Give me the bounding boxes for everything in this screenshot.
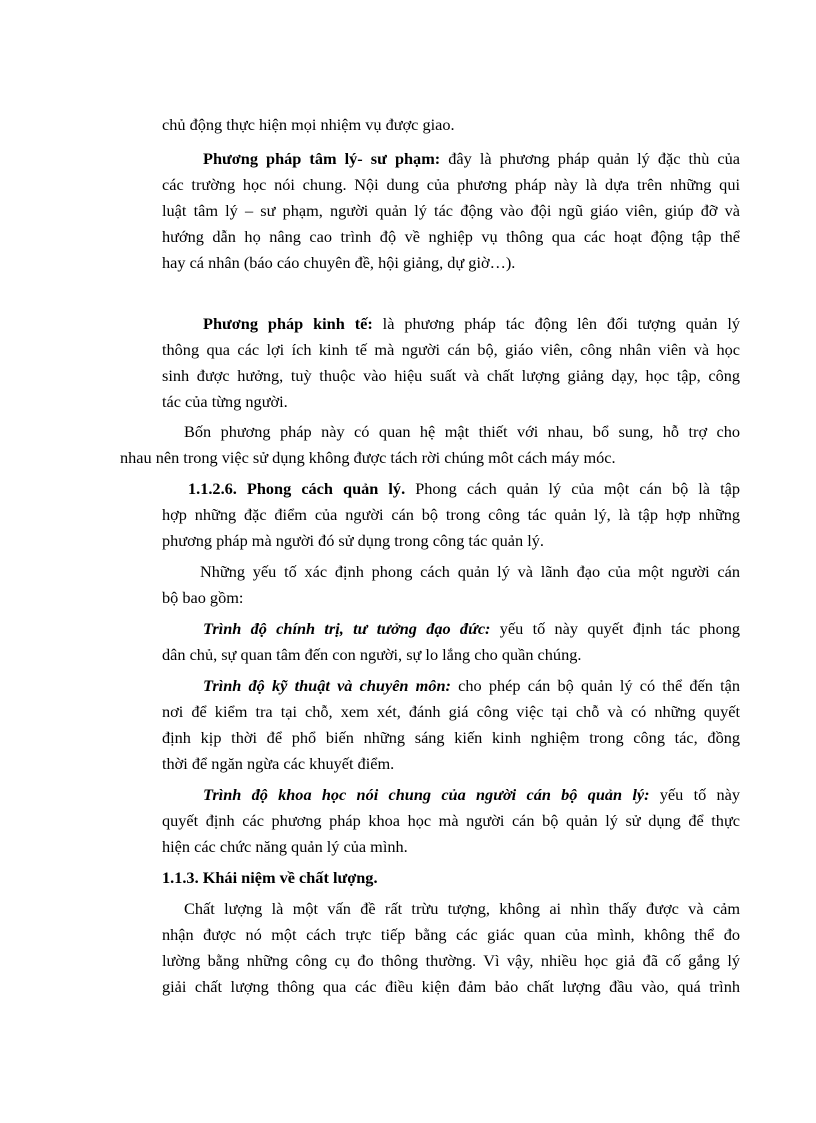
text-line: lường bằng những công cụ đo thông thường. Vì vậy, nhiều học giả đã cố gắng lý — [162, 951, 740, 970]
text-run: là phương pháp tác động lên đối tượng quản lý — [372, 314, 740, 333]
term-political-level: Trình độ chính trị, tư tưởng đạo đức: — [203, 619, 491, 638]
paragraph-psych-pedagogy-line-1 — [203, 149, 740, 169]
term-psych-pedagogy: Phương pháp tâm lý- sư phạm: — [203, 149, 441, 168]
text-line: Những yếu tố xác định phong cách quản lý và lãnh đạo của một người cán — [200, 562, 740, 581]
text-run: Phong cách quản lý của một cán bộ là tập — [405, 479, 740, 498]
text-line: các trường học nói chung. Nội dung của phương pháp này là dựa trên những qui — [162, 175, 740, 194]
text-line: sinh được hưởng, tuỳ thuộc vào hiệu suất và chất lượng giảng dạy, học tập, công — [162, 366, 740, 385]
term-science-level: Trình độ khoa học nói chung của người cán bộ quản lý: — [203, 785, 650, 804]
text-line: Chất lượng là một vấn đề rất trừu tượng, không ai nhìn thấy được và cảm — [184, 899, 740, 918]
paragraph-technical-line-1 — [203, 676, 740, 696]
text-run: đây là phương pháp quản lý đặc thù của — [440, 149, 740, 168]
paragraph-economic-line-1 — [203, 314, 740, 334]
text-line: nhận được nó một cách trực tiếp bằng các giác quan của mình, không thể đo — [162, 925, 740, 944]
text-run: yếu tố này quyết định tác phong — [490, 619, 740, 638]
term-economic: Phương pháp kinh tế: — [203, 314, 373, 333]
text-line: thời để ngăn ngừa các khuyết điểm. — [162, 754, 395, 773]
text-line: phương pháp mà người đó sử dụng trong công tác quản lý. — [162, 531, 544, 550]
text-line: hướng dẫn họ nâng cao trình độ về nghiệp vụ thông qua các hoạt động tập thể — [162, 227, 740, 246]
text-line: tác của từng người. — [162, 392, 288, 411]
text-line: thông qua các lợi ích kinh tế mà người cán bộ, giáo viên, công nhân viên và học — [162, 340, 740, 359]
paragraph-political-line-1 — [203, 619, 740, 639]
text-run: cho phép cán bộ quản lý có thể đến tận — [450, 676, 740, 695]
text-line: nơi để kiểm tra tại chỗ, xem xét, đánh giá công việc tại chỗ và có những quyết — [162, 702, 740, 721]
text-line: giải chất lượng thông qua các điều kiện đảm bảo chất lượng đầu vào, quá trình — [162, 977, 740, 996]
text-line: hay cá nhân (báo cáo chuyên đề, hội giảng, dự giờ…). — [162, 253, 516, 272]
text-line: hợp những đặc điểm của người cán bộ trong công tác quản lý, là tập hợp những — [162, 505, 740, 524]
text-run: yếu tố này — [649, 785, 740, 804]
text-line: chủ động thực hiện mọi nhiệm vụ được giao. — [162, 115, 455, 134]
text-line: bộ bao gồm: — [162, 588, 244, 607]
term-technical-level: Trình độ kỹ thuật và chuyên môn: — [203, 676, 451, 695]
text-line: định kịp thời để phổ biến những sáng kiến kinh nghiệm trong công tác, đồng — [162, 728, 740, 747]
text-line: dân chủ, sự quan tâm đến con người, sự lo lắng cho quần chúng. — [162, 645, 582, 664]
paragraph-science-line-1 — [203, 785, 740, 805]
text-line: nhau nên trong việc sử dụng không được tách rời chúng môt cách máy móc. — [120, 448, 616, 467]
text-line: Bốn phương pháp này có quan hệ mật thiết với nhau, bổ sung, hỗ trợ cho — [184, 422, 740, 441]
text-line: hiện các chức năng quản lý của mình. — [162, 837, 408, 856]
text-line: luật tâm lý – sư phạm, người quản lý tác động vào đội ngũ giáo viên, giúp đỡ và — [162, 201, 740, 220]
text-line: quyết định các phương pháp khoa học mà người cán bộ quản lý sử dụng để thực — [162, 811, 740, 830]
section-heading-1-1-2-6 — [188, 479, 740, 499]
heading-management-style: 1.1.2.6. Phong cách quản lý. — [188, 479, 406, 498]
section-heading-1-1-3: 1.1.3. Khái niệm về chất lượng. — [162, 868, 378, 887]
